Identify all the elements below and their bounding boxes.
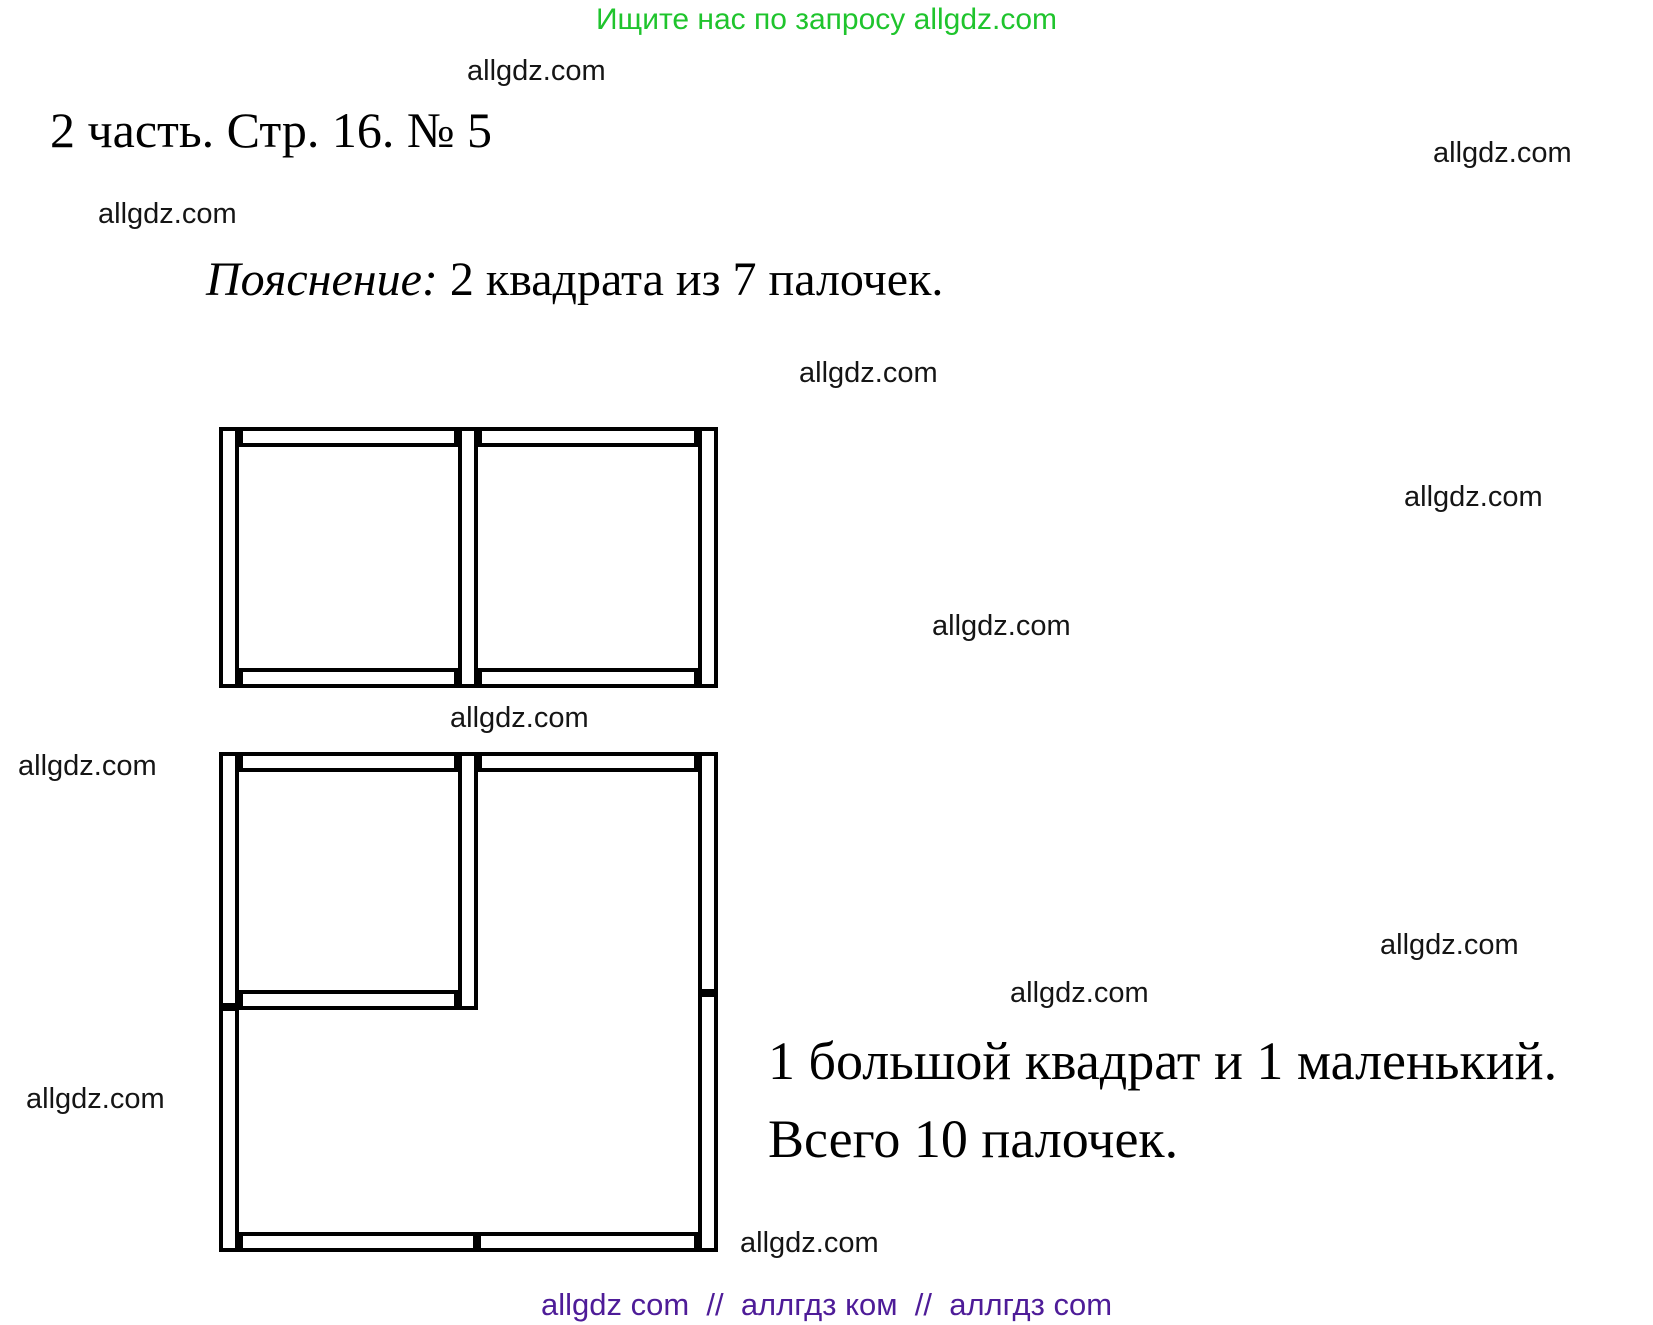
bottom-right-stick <box>477 1232 698 1252</box>
explanation-line <box>206 252 943 307</box>
left-lower-stick <box>219 1007 239 1252</box>
right-upper-stick <box>698 752 718 993</box>
answer-line-2: Всего 10 палочек. <box>768 1109 1179 1169</box>
watermark: allgdz.com <box>18 750 157 782</box>
right-stick <box>698 427 718 688</box>
watermark: allgdz.com <box>26 1083 165 1115</box>
watermark: allgdz.com <box>98 198 237 230</box>
watermark: allgdz.com <box>740 1227 879 1259</box>
promo-banner-text: Ищите нас по запросу allgdz.com <box>595 3 1058 36</box>
left-stick <box>219 427 239 688</box>
bottom-left-stick <box>239 668 458 688</box>
answer-line-1: 1 большой квадрат и 1 маленький. <box>768 1031 1558 1091</box>
figure-big-and-small-square <box>219 752 718 1252</box>
watermark: allgdz.com <box>467 55 606 87</box>
right-lower-stick <box>698 993 718 1252</box>
page-title: 2 часть. Стр. 16. № 5 <box>50 102 493 158</box>
explanation-label: Пояснение: <box>206 253 438 306</box>
top-right-stick <box>478 427 698 447</box>
top-left-stick <box>239 427 458 447</box>
top-left-stick <box>239 752 458 772</box>
explanation-text: 2 квадрата из 7 палочек. <box>437 253 944 306</box>
bottom-right-stick <box>478 668 698 688</box>
watermark: allgdz.com <box>450 702 589 734</box>
watermark: allgdz.com <box>1010 977 1149 1009</box>
footer-domains-text: allgdz com // аллгдз ком // аллгдз com <box>540 1287 1113 1322</box>
small-square-right-stick <box>458 752 478 1010</box>
watermark: allgdz.com <box>1433 137 1572 169</box>
top-right-stick <box>478 752 698 772</box>
bottom-left-stick <box>239 1232 477 1252</box>
left-upper-stick <box>219 752 239 1007</box>
watermark: allgdz.com <box>1404 481 1543 513</box>
answer-text-block <box>768 1022 1557 1178</box>
figure-two-squares <box>219 427 718 688</box>
watermark: allgdz.com <box>1380 929 1519 961</box>
small-square-bottom-stick <box>239 990 458 1010</box>
watermark: allgdz.com <box>932 610 1071 642</box>
middle-stick <box>458 427 478 688</box>
watermark: allgdz.com <box>799 357 938 389</box>
